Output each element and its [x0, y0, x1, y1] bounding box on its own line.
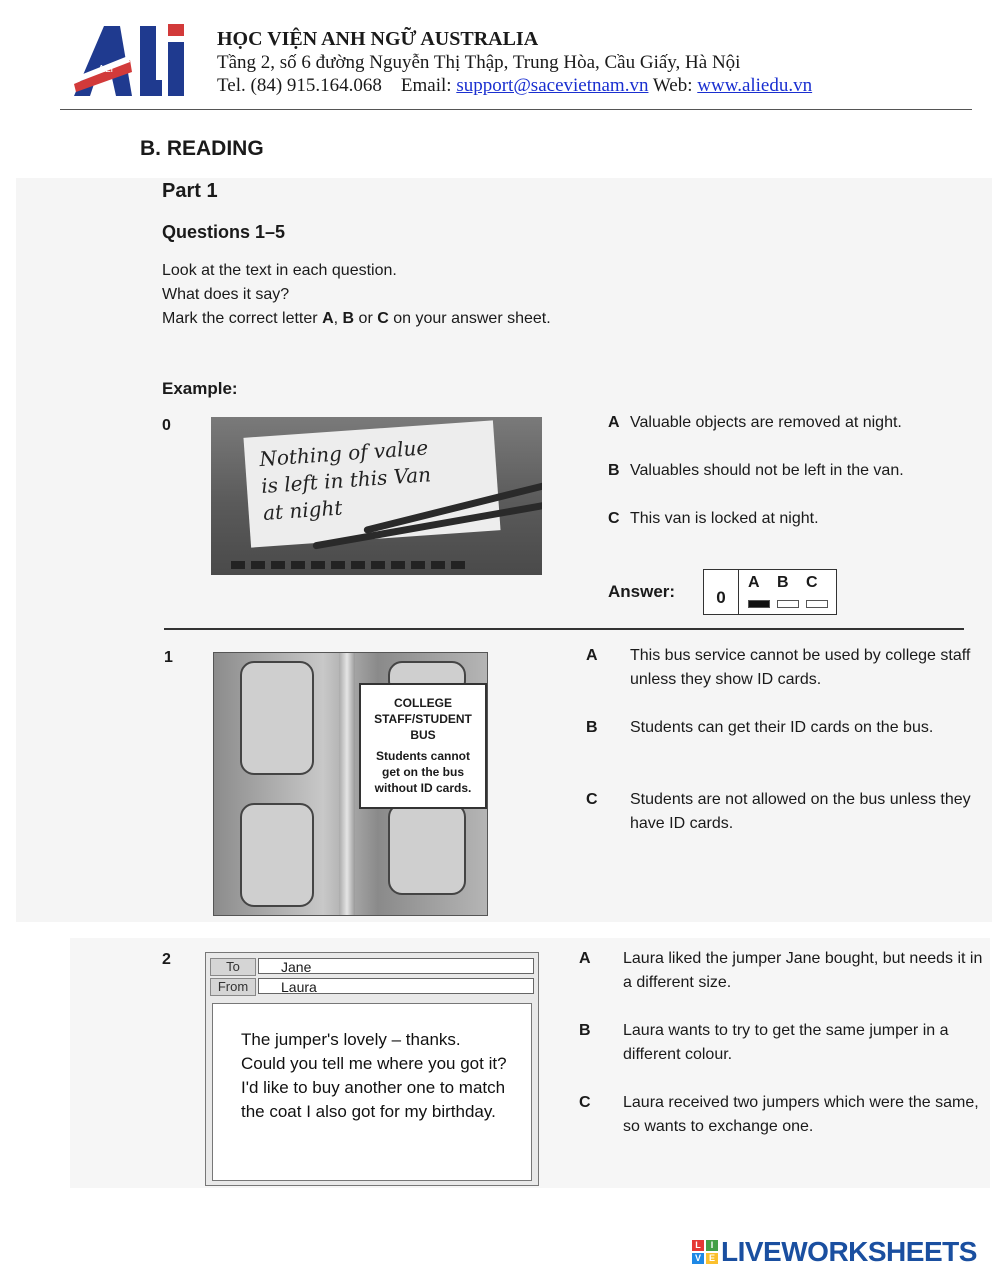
bus-window: [388, 803, 466, 895]
email-window: [205, 952, 539, 1186]
email-label: Email:: [400, 75, 452, 96]
liveworksheets-icon: L I V E: [692, 1240, 718, 1264]
example-option-a: A Valuable objects are removed at night.: [608, 414, 902, 431]
email-message: The jumper's lovely – thanks. Could you tell me where you got it? I'd like to buy another one to match the coat I also got for my birthday.: [241, 1030, 507, 1121]
question-1-number: 1: [164, 649, 173, 666]
web-link[interactable]: www.aliedu.vn: [697, 75, 813, 96]
van-note-text: Nothing of value is left in this Van at night: [258, 435, 432, 525]
answer-sheet-box: [703, 569, 837, 615]
bus-sign: COLLEGE STAFF/STUDENT BUS Students cannot get on the bus without ID cards.: [359, 683, 487, 809]
answer-number: 0: [704, 570, 739, 614]
email-link[interactable]: support@sacevietnam.vn: [456, 75, 649, 96]
bus-door-image: [213, 652, 488, 916]
part-title: Part 1: [162, 180, 218, 202]
header-divider: [60, 109, 972, 110]
q1-option-c[interactable]: C Students are not allowed on the bus unless they have ID cards.: [586, 791, 971, 832]
ali-logo: [70, 20, 188, 100]
example-option-b: B Valuables should not be left in the van.: [608, 462, 904, 479]
bus-window: [240, 661, 314, 775]
web-label: Web:: [652, 75, 693, 96]
email-to-field: Jane: [258, 958, 534, 974]
question-2-number: 2: [162, 951, 171, 968]
liveworksheets-logo[interactable]: [692, 1236, 977, 1268]
q1-option-a[interactable]: A This bus service cannot be used by college staff unless they show ID cards.: [586, 647, 971, 688]
tel: Tel. (84) 915.164.068: [217, 75, 382, 96]
example-number: 0: [162, 417, 171, 434]
q2-option-a[interactable]: A Laura liked the jumper Jane bought, but needs it in a different size.: [579, 950, 983, 991]
org-address: Tầng 2, số 6 đường Nguyễn Thị Thập, Trung Hòa, Cầu Giấy, Hà Nội: [217, 52, 741, 73]
q2-option-b[interactable]: B Laura wants to try to get the same jumper in a different colour.: [579, 1022, 949, 1063]
email-from-label: From: [210, 978, 256, 996]
email-from-field: Laura: [258, 978, 534, 994]
instructions: [162, 259, 551, 331]
q1-option-b[interactable]: B Students can get their ID cards on the bus.: [586, 719, 934, 736]
section-title: B. READING: [140, 137, 264, 160]
answer-label: Answer:: [608, 582, 676, 601]
answer-bubble-a-filled: [748, 600, 770, 608]
email-to-label: To: [210, 958, 256, 976]
bus-window: [240, 803, 314, 907]
example-label: Example:: [162, 379, 238, 398]
q2-option-c[interactable]: C Laura received two jumpers which were the same, so wants to exchange one.: [579, 1094, 979, 1135]
answer-letters: A B C: [748, 574, 818, 591]
questions-range: Questions 1–5: [162, 222, 286, 242]
answer-bubble-b: [777, 600, 799, 608]
org-contact: [217, 75, 812, 97]
example-van-photo: [211, 417, 542, 575]
instruction-line-2: What does it say?: [162, 286, 290, 303]
email-body: [212, 1003, 532, 1181]
example-option-c: C This van is locked at night.: [608, 510, 819, 527]
answer-bubble-c: [806, 600, 828, 608]
instruction-line-3: Mark the correct letter A, B or C on your answer sheet.: [162, 310, 551, 327]
example-divider: [164, 628, 964, 630]
bus-door-pole: [339, 653, 355, 915]
van-trim: [231, 561, 471, 569]
org-name: HỌC VIỆN ANH NGỮ AUSTRALIA: [217, 28, 539, 50]
logo-star: ALi: [98, 64, 114, 75]
instruction-line-1: Look at the text in each question.: [162, 262, 397, 279]
liveworksheets-wordmark: LIVEWORKSHEETS: [721, 1236, 977, 1267]
